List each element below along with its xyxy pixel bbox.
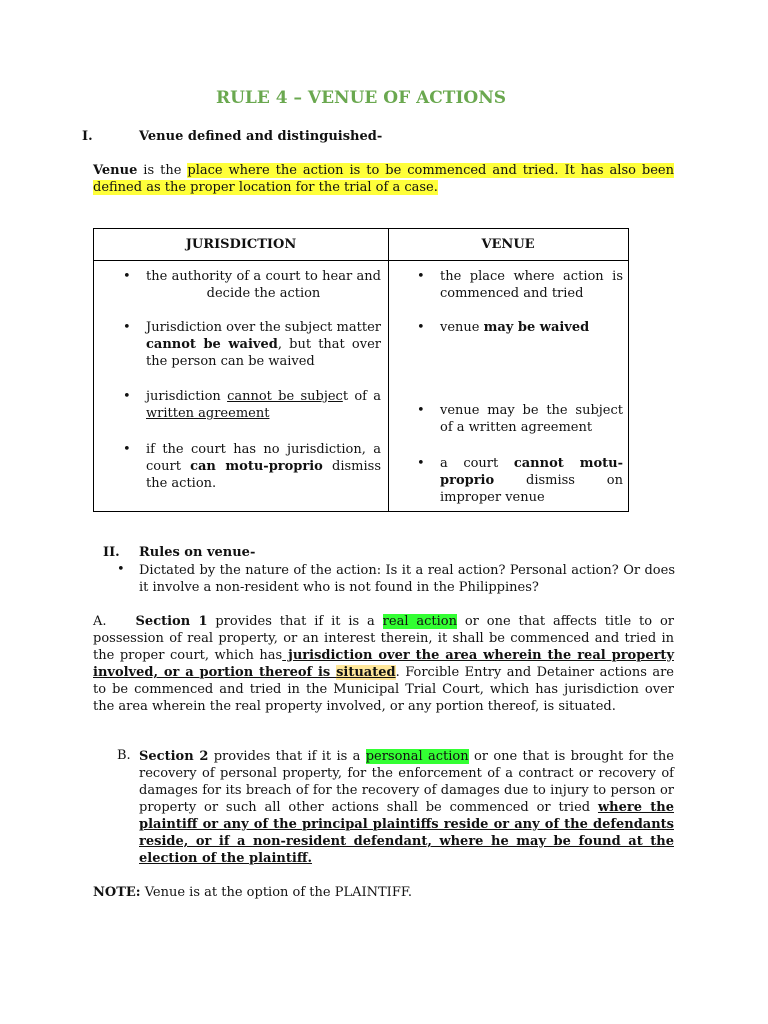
personal-action-highlight: personal action xyxy=(365,749,469,764)
section-2-number: II. xyxy=(103,545,120,560)
bullet-icon: • xyxy=(417,269,425,284)
bullet-icon: • xyxy=(417,456,425,471)
situated-highlight: situated xyxy=(336,665,396,680)
bullet-icon: • xyxy=(123,320,131,335)
part-b-paragraph: Section 2 provides that if it is a personal action or one that is brought for the recovery of personal property, for the enforcement of a contract or recovery of damages for its breach of for the recovery of damages due to injury to person or property or such all other actions shall be commenced or tried where the plaintiff or any of the principal plaintiffs reside or any of the defendants reside, or if a non-resident defendant, where he may be found at the election of the plaintiff. xyxy=(139,749,675,866)
venue-def-pre: is the xyxy=(137,163,188,178)
section-2-heading: Rules on venue- xyxy=(139,545,256,560)
table-divider xyxy=(388,229,389,511)
note xyxy=(93,885,412,900)
part-b-label: B. xyxy=(117,748,131,763)
table-header-venue: VENUE xyxy=(481,237,535,252)
table-header-rule xyxy=(94,260,628,261)
real-action-highlight: real action xyxy=(382,614,457,629)
bullet-icon: • xyxy=(123,389,131,404)
note-text: Venue is at the option of the PLAINTIFF. xyxy=(140,885,412,900)
section-2-bullet: Dictated by the nature of the action: Is it a real action? Personal action? Or does it involve a non-resident who is not found in the Philippines? xyxy=(139,563,675,595)
bullet-icon: • xyxy=(117,562,125,577)
bullet-icon: • xyxy=(417,403,425,418)
note-label: NOTE: xyxy=(93,885,141,900)
part-a-label: A. xyxy=(93,614,107,629)
page-title: RULE 4 – VENUE OF ACTIONS xyxy=(215,88,507,108)
venue-def-highlight: place where the action is to be commenced and tried. It has also been defined as the proper location for the trial of a case. xyxy=(93,163,674,195)
bullet-icon: • xyxy=(417,320,425,335)
bullet-icon: • xyxy=(123,269,131,284)
comparison-table: JURISDICTION VENUE • the authority of a court to hear and decide the action • Jurisdiction over the subject matter cannot be waived, but that over the person can be waived • jurisdiction cannot be subject of a written agreement • if the court has no jurisdiction, a court can motu-proprio dismiss the action. • the place where action is commenced and tried • venue may be waived • venue may be the subject of a written agreement • a court cannot motu-proprio dismiss on improper venue xyxy=(93,228,629,512)
section-1-heading: Venue defined and distinguished- xyxy=(139,129,383,144)
part-a-paragraph: A. Section 1 provides that if it is a real action or one that affects title to or possession of real property, or an interest therein, it shall be commenced and tried in the proper court, which has jurisdiction over the area wherein the real property involved, or a portion thereof is situated. Forcible Entry and Detainer actions are to be commenced and tried in the Municipal Trial Court, which has jurisdiction over the area wherein the real property involved, or any portion thereof, is situated. xyxy=(93,614,675,714)
table-header-jurisdiction: JURISDICTION xyxy=(185,237,297,252)
bullet-icon: • xyxy=(123,442,131,457)
section-1-number: I. xyxy=(82,129,93,144)
venue-definition xyxy=(93,162,674,196)
venue-term: Venue xyxy=(93,163,138,178)
